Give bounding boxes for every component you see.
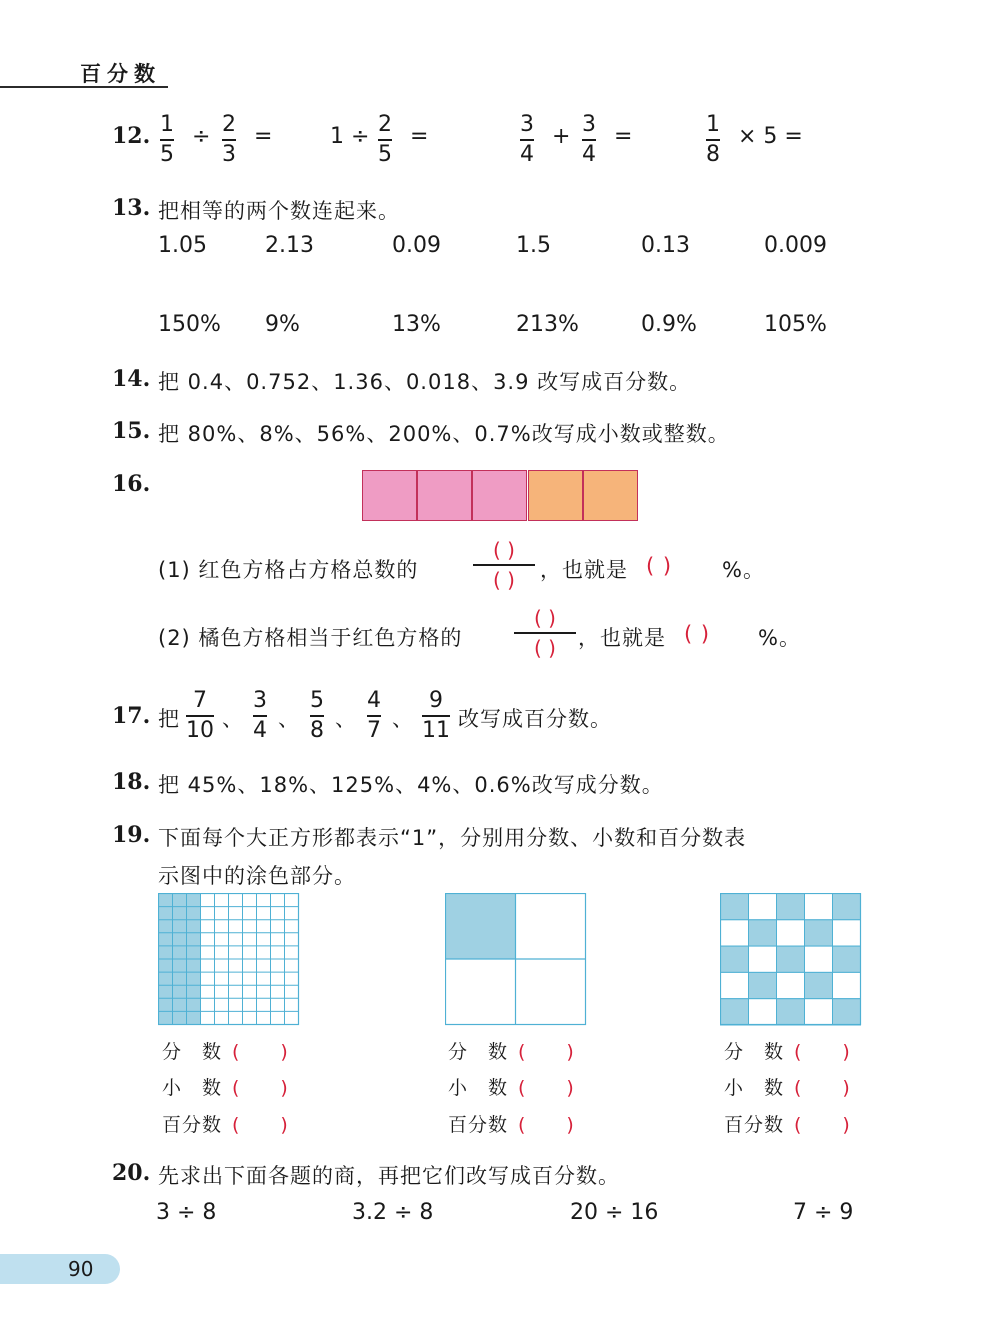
- q13-r2-4[interactable]: 0.9%: [641, 312, 697, 337]
- denominator-blank[interactable]: ( ): [534, 636, 556, 660]
- q19-c-decimal-label: 小 数: [724, 1077, 785, 1099]
- q13-r2-3[interactable]: 213%: [516, 312, 579, 337]
- denominator: 8: [706, 142, 720, 167]
- checker-cell: [805, 999, 833, 1025]
- numerator: 3: [582, 112, 596, 137]
- denominator: 5: [160, 142, 174, 167]
- q13-r1-1[interactable]: 2.13: [265, 233, 314, 258]
- q19-b-decimal-label: 小 数: [448, 1077, 509, 1099]
- denominator: 4: [520, 142, 534, 167]
- q20-item-3: 7 ÷ 9: [793, 1200, 854, 1225]
- q19-a-decimal-blank[interactable]: ( ): [232, 1077, 289, 1099]
- q19-b-decimal-blank[interactable]: ( ): [518, 1077, 575, 1099]
- checker-cell: [805, 972, 833, 998]
- q18-number: 18.: [112, 769, 151, 795]
- shaded-quarter: [446, 894, 516, 960]
- checker-cell: [833, 894, 861, 920]
- q17-frac-2: [310, 690, 324, 742]
- q16-p1-blank[interactable]: ( ): [646, 554, 673, 578]
- checker-cell: [721, 920, 749, 946]
- checker-cell: [805, 920, 833, 946]
- q19-c-fraction-blank[interactable]: ( ): [794, 1041, 851, 1063]
- q13-number: 13.: [112, 195, 151, 221]
- q13-r2-0[interactable]: 150%: [158, 312, 221, 337]
- checker-cell: [777, 972, 805, 998]
- q12-op-3: +: [552, 124, 571, 149]
- q16-cell-orange: [583, 470, 638, 521]
- q19-b-percent-blank[interactable]: ( ): [518, 1114, 575, 1136]
- q20-item-0: 3 ÷ 8: [156, 1200, 217, 1225]
- q12-eq-2: =: [410, 124, 429, 149]
- q16-p2-answer-fraction[interactable]: [514, 608, 576, 658]
- numerator: 7: [193, 688, 207, 713]
- q17-frac-1: [253, 690, 267, 742]
- numerator: 9: [429, 688, 443, 713]
- q12-frac-1a: [160, 114, 174, 166]
- q20-item-1: 3.2 ÷ 8: [352, 1200, 434, 1225]
- checker-cell: [749, 920, 777, 946]
- checker-cell: [833, 972, 861, 998]
- denominator: 5: [378, 142, 392, 167]
- checker-cell: [805, 894, 833, 920]
- checker-cell: [749, 999, 777, 1025]
- numerator: 2: [222, 112, 236, 137]
- q13-r2-1[interactable]: 9%: [265, 312, 300, 337]
- q16-p1-suffix: %。: [722, 558, 765, 582]
- q19-c-percent-blank[interactable]: ( ): [794, 1114, 851, 1136]
- q19-a-percent-blank[interactable]: ( ): [232, 1114, 289, 1136]
- q19-b-fraction-label: 分 数: [448, 1041, 509, 1063]
- q17-number: 17.: [112, 703, 151, 729]
- q16-number: 16.: [112, 471, 151, 497]
- q19-a-percent-label: 百分数: [162, 1114, 223, 1136]
- q19-c-fraction-label: 分 数: [724, 1041, 785, 1063]
- checker-cell: [777, 894, 805, 920]
- q20-item-2: 20 ÷ 16: [570, 1200, 659, 1225]
- denominator: 11: [422, 718, 450, 743]
- q19-c-percent-label: 百分数: [724, 1114, 785, 1136]
- q16-p1-answer-fraction[interactable]: [473, 540, 535, 590]
- q16-cell-red: [472, 470, 527, 521]
- q13-r1-2[interactable]: 0.09: [392, 233, 441, 258]
- q19-line2: 示图中的涂色部分。: [158, 864, 356, 888]
- q19-a-fraction-label: 分 数: [162, 1041, 223, 1063]
- q16-p1-prefix: (1) 红色方格占方格总数的: [158, 558, 419, 582]
- checker-cell: [749, 946, 777, 972]
- checker-cell: [777, 999, 805, 1025]
- page-number-tab: [0, 1254, 120, 1284]
- q16-p2-suffix: %。: [758, 626, 801, 650]
- checker-cell: [721, 946, 749, 972]
- q15-text: 把 80%、8%、56%、200%、0.7%改写成小数或整数。: [158, 422, 730, 446]
- q17-sep-3: 、: [392, 707, 414, 731]
- q16-p2-mid: ，也就是: [578, 626, 666, 650]
- q17-frac-0: [186, 690, 214, 742]
- q13-text: 把相等的两个数连起来。: [158, 199, 400, 223]
- q20-text: 先求出下面各题的商，再把它们改写成百分数。: [158, 1164, 620, 1188]
- q13-r1-0[interactable]: 1.05: [158, 233, 207, 258]
- denominator: 7: [367, 718, 381, 743]
- q13-r2-5[interactable]: 105%: [764, 312, 827, 337]
- checker-cell: [721, 999, 749, 1025]
- q12-eq-3: =: [614, 124, 633, 149]
- q13-r1-3[interactable]: 1.5: [516, 233, 551, 258]
- checker-cell: [721, 972, 749, 998]
- q19-line1: 下面每个大正方形都表示“1”，分别用分数、小数和百分数表: [158, 826, 747, 850]
- denominator-blank[interactable]: ( ): [493, 568, 515, 592]
- numerator-blank[interactable]: ( ): [534, 606, 556, 630]
- q19-grid-checker: [720, 893, 863, 1026]
- q12-eq-1: =: [254, 124, 273, 149]
- denominator: 4: [253, 718, 267, 743]
- checker-cell: [805, 946, 833, 972]
- q17-sep-0: 、: [222, 707, 244, 731]
- q16-p2-prefix: (2) 橘色方格相当于红色方格的: [158, 626, 463, 650]
- q13-r1-4[interactable]: 0.13: [641, 233, 690, 258]
- numerator-blank[interactable]: ( ): [493, 538, 515, 562]
- q16-cell-red: [362, 470, 417, 521]
- numerator: 5: [310, 688, 324, 713]
- q16-cell-red: [417, 470, 472, 521]
- numerator: 1: [706, 112, 720, 137]
- q17-tail: 改写成百分数。: [458, 707, 612, 731]
- q19-c-decimal-blank[interactable]: ( ): [794, 1077, 851, 1099]
- denominator: 4: [582, 142, 596, 167]
- numerator: 2: [378, 112, 392, 137]
- numerator: 3: [253, 688, 267, 713]
- q13-r1-5[interactable]: 0.009: [764, 233, 827, 258]
- q13-r2-2[interactable]: 13%: [392, 312, 441, 337]
- q19-a-fraction-blank[interactable]: ( ): [232, 1041, 289, 1063]
- q12-frac-4a: [706, 114, 720, 166]
- checker-cell: [777, 920, 805, 946]
- q18-text: 把 45%、18%、125%、4%、0.6%改写成分数。: [158, 773, 664, 797]
- q12-frac-1b: [222, 114, 236, 166]
- q17-frac-3: [367, 690, 381, 742]
- denominator: 3: [222, 142, 236, 167]
- denominator: 8: [310, 718, 324, 743]
- q17-frac-4: [422, 690, 450, 742]
- q12-op-1: ÷: [192, 124, 211, 149]
- q19-a-decimal-label: 小 数: [162, 1077, 223, 1099]
- q16-cell-orange: [528, 470, 583, 521]
- checker-cell: [721, 894, 749, 920]
- q14-number: 14.: [112, 366, 151, 392]
- checker-cell: [777, 946, 805, 972]
- q16-p2-blank[interactable]: ( ): [684, 622, 711, 646]
- q12-number: 12.: [112, 123, 151, 149]
- q14-text: 把 0.4、0.752、1.36、0.018、3.9 改写成百分数。: [158, 370, 692, 394]
- numerator: 3: [520, 112, 534, 137]
- q12-frac-3a: [520, 114, 534, 166]
- q15-number: 15.: [112, 418, 151, 444]
- q12-frac-3b: [582, 114, 596, 166]
- q20-number: 20.: [112, 1160, 151, 1186]
- q19-b-fraction-blank[interactable]: ( ): [518, 1041, 575, 1063]
- q17-sep-2: 、: [335, 707, 357, 731]
- q12-lead-2: 1 ÷: [330, 124, 370, 149]
- checker-cell: [833, 920, 861, 946]
- q19-grid-quarters: [445, 893, 587, 1026]
- q12-frac-2b: [378, 114, 392, 166]
- page-number: 90: [68, 1257, 94, 1281]
- header-underline: [0, 86, 168, 88]
- q19-b-percent-label: 百分数: [448, 1114, 509, 1136]
- q16-p1-mid: ，也就是: [540, 558, 628, 582]
- numerator: 4: [367, 688, 381, 713]
- page-header-title: 百分数: [80, 61, 161, 86]
- numerator: 1: [160, 112, 174, 137]
- checker-cell: [749, 972, 777, 998]
- checker-cell: [833, 946, 861, 972]
- checker-cell: [833, 999, 861, 1025]
- denominator: 10: [186, 718, 214, 743]
- q17-lead: 把: [158, 707, 180, 731]
- q19-grid-100: [158, 893, 300, 1026]
- q12-tail-4: × 5 =: [738, 124, 803, 149]
- q17-sep-1: 、: [278, 707, 300, 731]
- q19-number: 19.: [112, 822, 151, 848]
- checker-cell: [749, 894, 777, 920]
